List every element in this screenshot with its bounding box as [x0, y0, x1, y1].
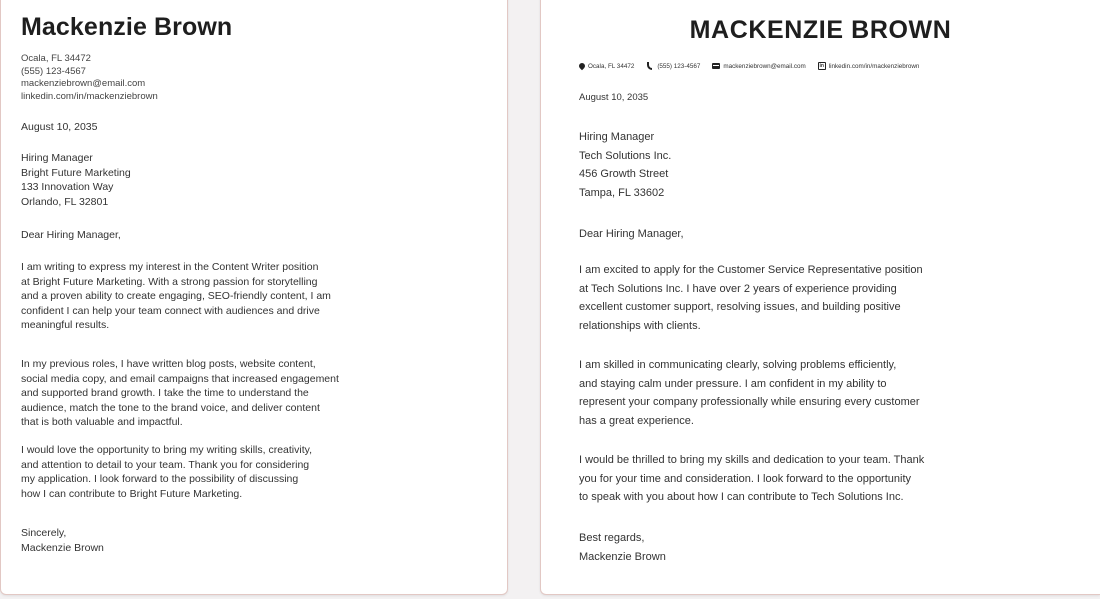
contact-email: mackenziebrown@email.com [21, 78, 146, 89]
recipient-line: Hiring Manager [579, 131, 655, 143]
paragraph-line: social media copy, and email campaigns that increased engagement [21, 372, 339, 385]
paragraph-line: I would love the opportunity to bring my writing skills, creativity, [21, 444, 313, 456]
contact-address: Ocala, FL 34472 [21, 53, 91, 64]
recipient-block [21, 151, 401, 209]
recipient-line: Tampa, FL 33602 [579, 186, 665, 199]
paragraph [579, 451, 1039, 507]
letter-name: Mackenzie Brown [21, 13, 233, 41]
paragraph-line: at Tech Solutions Inc. I have over 2 years of experience providing [579, 282, 897, 295]
paragraph-line: has a great experience. [579, 414, 694, 427]
paragraph-line: relationships with clients. [579, 319, 701, 332]
paragraph-line: and staying calm under pressure. I am confident in my ability to [579, 377, 887, 390]
letter-date: August 10, 2035 [579, 92, 649, 103]
recipient-line: 456 Growth Street [579, 168, 669, 180]
closing-block [579, 529, 1039, 566]
cover-letter-page-left [0, 0, 508, 595]
contact-address [579, 63, 634, 70]
paragraph-line: audience, match the tone to the brand voice, and deliver content [21, 401, 320, 414]
contact-address-text: Ocala, FL 34472 [588, 62, 635, 70]
contact-phone: (555) 123-4567 [21, 65, 86, 77]
contact-block [21, 53, 158, 103]
contact-phone-text: (555) 123-4567 [657, 62, 701, 70]
location-pin-icon [578, 62, 586, 70]
paragraph-line: and attention to detail to your team. Thank you for considering [21, 458, 310, 471]
paragraph [21, 357, 401, 430]
paragraph-line: In my previous roles, I have written blog posts, website content, [21, 358, 316, 370]
paragraph-line: I would be thrilled to bring my skills and dedication to your team. Thank [579, 454, 925, 466]
closing: Sincerely, [21, 527, 67, 539]
paragraph-line: to speak with you about how I can contribute to Tech Solutions Inc. [579, 491, 904, 503]
paragraph-line: confident I can help your team connect with audiences and drive [21, 304, 320, 317]
paragraph-line: I am excited to apply for the Customer Service Representative position [579, 264, 923, 276]
paragraph-line: you for your time and consideration. I look forward to the opportunity [579, 472, 912, 485]
greeting: Dear Hiring Manager, [21, 229, 121, 241]
letter-date: August 10, 2035 [21, 121, 98, 133]
contact-email [712, 63, 805, 70]
paragraph-line: that is both valuable and impactful. [21, 416, 183, 428]
recipient-line: Bright Future Marketing [21, 166, 131, 179]
paragraph-line: how I can contribute to Bright Future Marketing. [21, 487, 243, 500]
signature: Mackenzie Brown [21, 541, 104, 554]
contact-linkedin: linkedin.com/in/mackenziebrown [21, 90, 158, 102]
recipient-line: Orlando, FL 32801 [21, 195, 109, 208]
recipient-block [579, 128, 1039, 202]
paragraph-line: at Bright Future Marketing. With a strong passion for storytelling [21, 275, 318, 288]
greeting: Dear Hiring Manager, [579, 228, 684, 240]
paragraph-line: meaningful results. [21, 319, 110, 331]
phone-icon [646, 62, 654, 70]
paragraph-line: I am writing to express my interest in the Content Writer position [21, 261, 319, 273]
paragraph-line: I am skilled in communicating clearly, solving problems efficiently, [579, 359, 897, 371]
paragraph-line: excellent customer support, resolving issues, and building positive [579, 301, 901, 313]
letter-name: MACKENZIE BROWN [689, 16, 952, 44]
paragraph [579, 261, 1039, 335]
paragraph [21, 260, 401, 333]
contact-phone [646, 62, 700, 70]
paragraph [21, 443, 401, 501]
signature: Mackenzie Brown [579, 550, 666, 563]
paragraph-line: and supported brand growth. I take the time to understand the [21, 387, 309, 399]
closing-block [21, 526, 401, 555]
paragraph-line: and a proven ability to create engaging, SEO-friendly content, I am [21, 290, 331, 302]
contact-email-text: mackenziebrown@email.com [723, 62, 806, 70]
paragraph-line: my application. I look forward to the possibility of discussing [21, 473, 299, 485]
recipient-line: Hiring Manager [21, 152, 93, 164]
contact-linkedin [818, 62, 920, 70]
paragraph [579, 356, 1039, 430]
paragraph-line: represent your company professionally while ensuring every customer [579, 396, 920, 408]
contact-linkedin-text: linkedin.com/in/mackenziebrown [828, 62, 920, 70]
recipient-line: Tech Solutions Inc. [579, 149, 672, 162]
recipient-line: 133 Innovation Way [21, 181, 114, 193]
linkedin-icon: in [819, 63, 824, 69]
email-icon [712, 63, 720, 69]
contact-bar [579, 62, 931, 70]
closing: Best regards, [579, 532, 645, 544]
cover-letter-page-right [540, 0, 1100, 595]
